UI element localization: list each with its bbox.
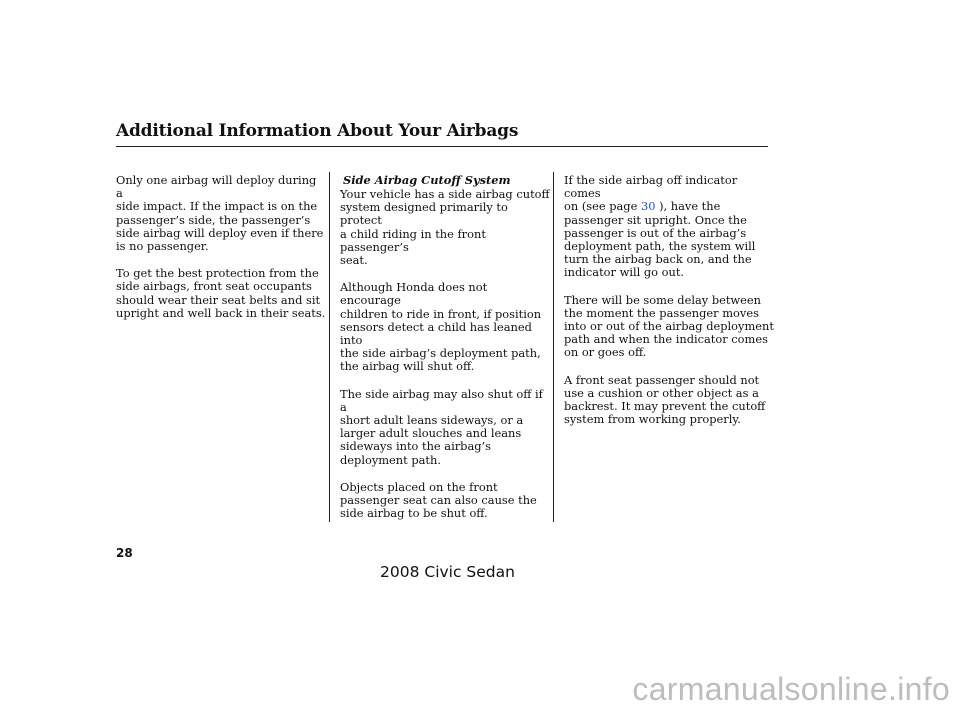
site-watermark: carmanualsonline.info (632, 671, 950, 707)
page-number: 28 (116, 546, 133, 560)
paragraph: To get the best protection from the side airbags, front seat occupants should wear their seat belts and sit upright and well back in their seats. (116, 266, 326, 320)
paragraph: Although Honda does not encourage children to ride in front, if position sensors detect a child has leaned into the side airbag’s deployment path, the airbag will shut off. (340, 280, 542, 374)
page-reference-link[interactable]: 30 (640, 199, 656, 214)
section-heading: Side Airbag Cutoff System (343, 173, 511, 187)
paragraph-text: If the side airbag off indicator comes on (see page (564, 173, 738, 214)
page-title: Additional Information About Your Airbags (116, 121, 519, 141)
paragraph-text: ), have the passenger sit upright. Once the passenger is out of the airbag’s deployment path, the system will turn the airbag back on, and the indicator will go out. (564, 199, 756, 280)
paragraph: Your vehicle has a side airbag cutoff system designed primarily to protect a child riding in the front passenger’s seat. (340, 187, 550, 268)
column-divider-left (329, 172, 330, 522)
vehicle-model-footer: 2008 Civic Sedan (380, 563, 515, 581)
column-2 (340, 188, 550, 534)
paragraph-with-link (564, 174, 774, 280)
paragraph: Only one airbag will deploy during a side impact. If the impact is on the passenger’s side, the passenger’s side airbag will deploy even if there is no passenger. (116, 173, 324, 254)
paragraph: The side airbag may also shut off if a short adult leans sideways, or a larger adult slouches and leans sideways into the airbag’s deployment path. (340, 386, 543, 467)
column-divider-right (553, 172, 554, 522)
title-divider (116, 146, 768, 147)
column-3 (564, 174, 774, 440)
paragraph: Objects placed on the front passenger seat can also cause the side airbag to be shut off. (340, 479, 537, 521)
column-1 (116, 174, 326, 334)
paragraph: There will be some delay between the moment the passenger moves into or out of the airbag deployment path and when the indicator comes on or goes off. (564, 292, 774, 360)
paragraph: A front seat passenger should not use a cushion or other object as a backrest. It may prevent the cutoff system from working properly. (564, 372, 766, 427)
